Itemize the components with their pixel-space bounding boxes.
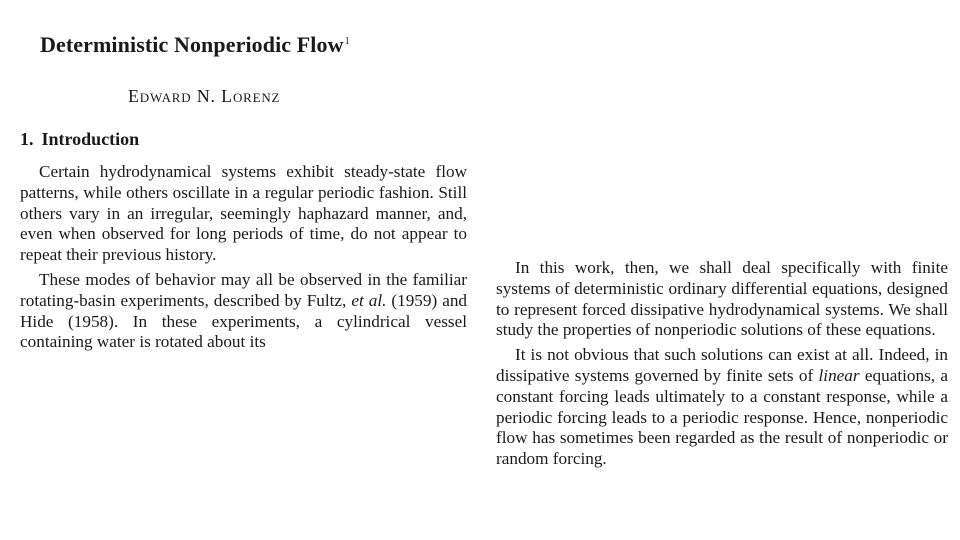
- right-paragraph-2-italic: linear: [818, 365, 860, 385]
- left-column: [20, 162, 467, 353]
- left-paragraph-1: Certain hydrodynamical systems exhibit steady-state flow patterns, while others oscillate in a regular periodic fashion. Still others vary in an irregular, seemingly haphazard manner, and, even when observed for long periods of time, do not appear to repeat their previous history.: [20, 162, 467, 265]
- right-paragraph-2-end: equations, a constant forcing leads ultimately to a constant response, while a periodic forcing leads to a periodic response. Hence, nonperiodic flow has sometimes been regarded as the result of nonperiodic or random forcing.: [496, 365, 948, 469]
- left-paragraph-2: [20, 270, 467, 353]
- author-name: Edward N. Lorenz: [128, 86, 281, 106]
- section-number: 1.: [20, 129, 34, 149]
- paper-title: [40, 32, 350, 58]
- title-footnote-mark: 1: [344, 36, 350, 47]
- left-paragraph-2-start: These modes of behavior may all be observed in the familiar rotating-basin experiments, described by Fultz,: [20, 269, 467, 310]
- left-paragraph-2-italic: et al.: [351, 290, 387, 310]
- section-heading: [20, 129, 139, 150]
- right-column: [496, 258, 948, 470]
- section-title: Introduction: [41, 129, 140, 149]
- right-paragraph-2-start: It is not obvious that such solutions can exist at all. Indeed, in dissipative systems governed by finite sets of: [496, 345, 948, 385]
- left-paragraph-2-end: (1959) and Hide (1958). In these experiments, a cylindrical vessel containing water is rotated about its: [20, 290, 468, 352]
- right-paragraph-2: [496, 345, 948, 470]
- paper-title-text: Deterministic Nonperiodic Flow: [40, 32, 344, 57]
- right-paragraph-1: In this work, then, we shall deal specifically with finite systems of deterministic ordinary differential equations, designed to represent forced dissipative hydrodynamical systems. We shall study the properties of nonperiodic solutions of these equations.: [496, 258, 948, 340]
